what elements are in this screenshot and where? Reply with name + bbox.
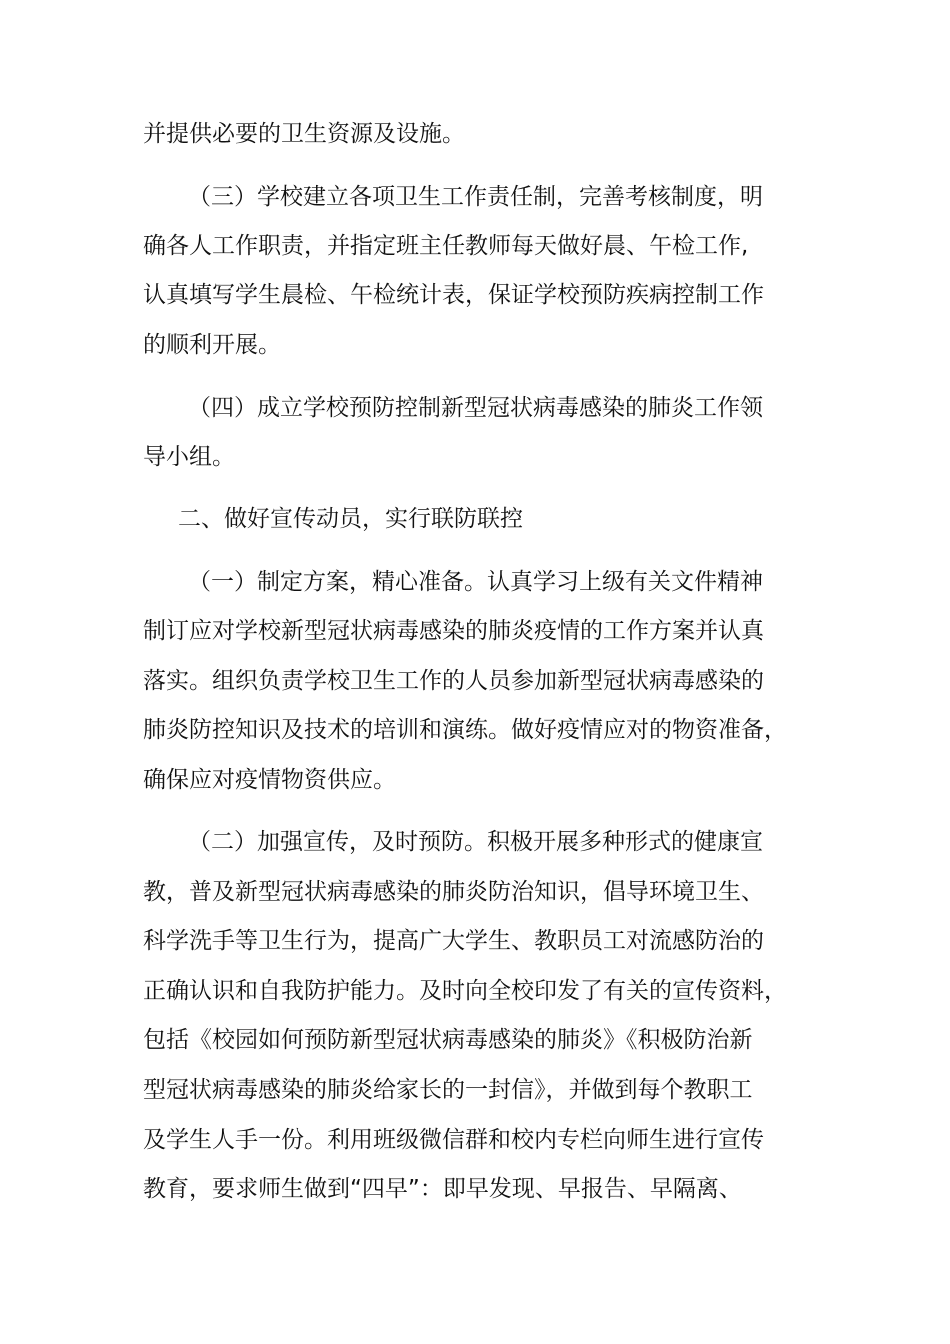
text-line: 确保应对疫情物资供应。: [143, 767, 396, 793]
text-line: 肺炎防控知识及技术的培训和演练。做好疫情应对的物资准备，: [143, 717, 787, 743]
text-line: 正确认识和自我防护能力。及时向全校印发了有关的宣传资料，: [143, 978, 787, 1004]
text-line: 及学生人手一份。利用班级微信群和校内专栏向师生进行宣传: [143, 1127, 764, 1153]
text-line: 的顺利开展。: [143, 332, 281, 358]
text-line: 教育，要求师生做到“四早”：即早发现、早报告、早隔离、: [143, 1176, 742, 1202]
text-line: 落实。组织负责学校卫生工作的人员参加新型冠状病毒感染的: [143, 668, 764, 694]
text-line: 认真填写学生晨检、午检统计表，保证学校预防疾病控制工作: [143, 282, 764, 308]
text-line: （二）加强宣传，及时预防。积极开展多种形式的健康宣: [188, 829, 763, 855]
text-line: 二、做好宣传动员，实行联防联控: [178, 506, 523, 532]
text-line: 制订应对学校新型冠状病毒感染的肺炎疫情的工作方案并认真: [143, 618, 764, 644]
text-line: 并提供必要的卫生资源及设施。: [143, 121, 465, 147]
text-line: （四）成立学校预防控制新型冠状病毒感染的肺炎工作领: [188, 395, 763, 421]
text-line: 教，普及新型冠状病毒感染的肺炎防治知识，倡导环境卫生、: [143, 879, 764, 905]
text-line: 型冠状病毒感染的肺炎给家长的一封信》，并做到每个教职工: [143, 1077, 753, 1103]
text-line: 科学洗手等卫生行为，提高广大学生、教职员工对流感防治的: [143, 928, 764, 954]
text-line: （三）学校建立各项卫生工作责任制，完善考核制度，明: [188, 184, 763, 210]
text-line: 导小组。: [143, 444, 235, 470]
text-line: 确各人工作职责，并指定班主任教师每天做好晨、午检工作,: [143, 233, 749, 259]
text-line: （一）制定方案，精心准备。认真学习上级有关文件精神: [188, 569, 763, 595]
text-line: 包括《校园如何预防新型冠状病毒感染的肺炎》《积极防治新: [143, 1027, 753, 1053]
